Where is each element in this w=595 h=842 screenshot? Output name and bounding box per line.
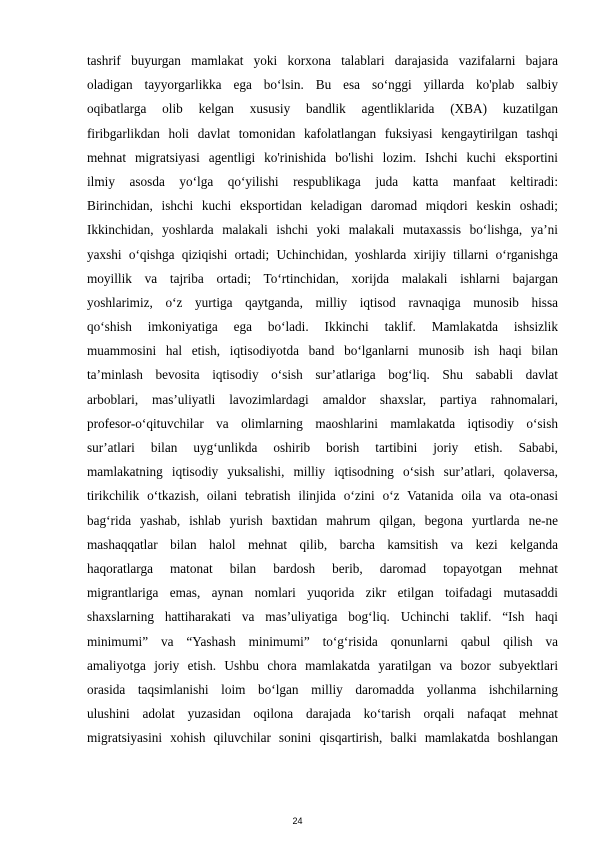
text-line: amaliyotga joriy etish. Ushbu chora mamlakatda yaratilgan va bozor subyektlari [87, 657, 558, 673]
text-line: mamlakatning iqtisodiy yuksalishi, milliy iqtisodning oʻsish surʼatlari, qolaversa, [87, 464, 558, 480]
text-line: moyillik va tajriba ortadi; Toʻrtinchidan, xorijda malakali ishlarni bajargan [87, 270, 558, 286]
text-line: yaxshi oʻqishga qiziqishi ortadi; Uchinchidan, yoshlarda xirijiy tillarni oʻrganishga [87, 246, 558, 262]
text-line: minimumi” va “Yashash minimumi” toʻgʻrisida qonunlarni qabul qilish va [87, 633, 558, 649]
text-line: taʼminlash bevosita iqtisodiy oʻsish surʼatlariga bogʻliq. Shu sababli davlat [87, 367, 558, 383]
text-line: Birinchidan, ishchi kuchi eksportidan keladigan daromad miqdori keskin oshadi; [87, 198, 558, 214]
body-paragraph [87, 49, 558, 750]
text-line: firibgarlikdan holi davlat tomonidan kafolatlangan fuksiyasi kengaytirilgan tashqi [87, 125, 558, 141]
text-line: muammosini hal etish, iqtisodiyotda band boʻlganlarni munosib ish haqi bilan [87, 343, 558, 359]
text-line: Ikkinchidan, yoshlarda malakali ishchi yoki malakali mutaxassis boʻlishga, yaʼni [87, 222, 558, 238]
document-page [87, 49, 558, 750]
text-line: ulushini adolat yuzasidan oqilona darajada koʻtarish orqali nafaqat mehnat [87, 706, 558, 722]
text-line: surʼatlari bilan uygʻunlikda oshirib borish tartibini joriy etish. Sababi, [87, 440, 558, 455]
text-line: shaxslarning hattiharakati va masʼuliyatiga bogʻliq. Uchinchi taklif. “Ish haqi [87, 609, 558, 625]
text-line: qoʻshish imkoniyatiga ega boʻladi. Ikkinchi taklif. Mamlakatda ishsizlik [87, 319, 558, 335]
page-number: 24 [292, 816, 303, 826]
text-line: arboblari, masʼuliyatli lavozimlardagi amaldor shaxslar, partiya rahnomalari, [87, 391, 558, 407]
text-line: profesor-oʻqituvchilar va olimlarning maoshlarini mamlakatda iqtisodiy oʻsish [87, 415, 558, 431]
text-line: bagʻrida yashab, ishlab yurish baxtidan mahrum qilgan, begona yurtlarda ne-ne [87, 512, 558, 528]
text-line: tashrif buyurgan mamlakat yoki korxona talablari darajasida vazifalarni bajara [87, 53, 558, 68]
text-line: haqoratlarga matonat bilan bardosh berib, daromad topayotgan mehnat [87, 560, 558, 576]
text-line: oladigan tayyorgarlikka ega boʻlsin. Bu esa soʻnggi yillarda ko'plab salbiy [87, 77, 558, 93]
text-line: yoshlarimiz, oʻz yurtiga qaytganda, milliy iqtisod ravnaqiga munosib hissa [87, 294, 558, 310]
text-line: ilmiy asosda yoʻlga qoʻyilishi respublikaga juda katta manfaat keltiradi: [87, 173, 558, 189]
text-line: mashaqqatlar bilan halol mehnat qilib, barcha kamsitish va kezi kelganda [87, 536, 558, 552]
text-line: migrantlariga emas, aynan nomlari yuqorida zikr etilgan toifadagi mutasaddi [87, 585, 558, 601]
text-line: orasida taqsimlanishi loim boʻlgan milliy daromadda yollanma ishchilarning [87, 681, 558, 697]
text-line: migratsiyasini xohish qiluvchilar sonini qisqartirish, balki mamlakatda boshlangan [87, 730, 558, 746]
text-line: oqibatlarga olib kelgan xususiy bandlik agentliklarida (XBA) kuzatilgan [87, 101, 558, 117]
text-line: mehnat migratsiyasi agentligi ko'rinishida bo'lishi lozim. Ishchi kuchi eksportini [87, 149, 558, 165]
text-line: tirikchilik oʻtkazish, oilani tebratish ilinjida oʻzini oʻz Vatanida oila va ota-onasi [87, 488, 558, 504]
